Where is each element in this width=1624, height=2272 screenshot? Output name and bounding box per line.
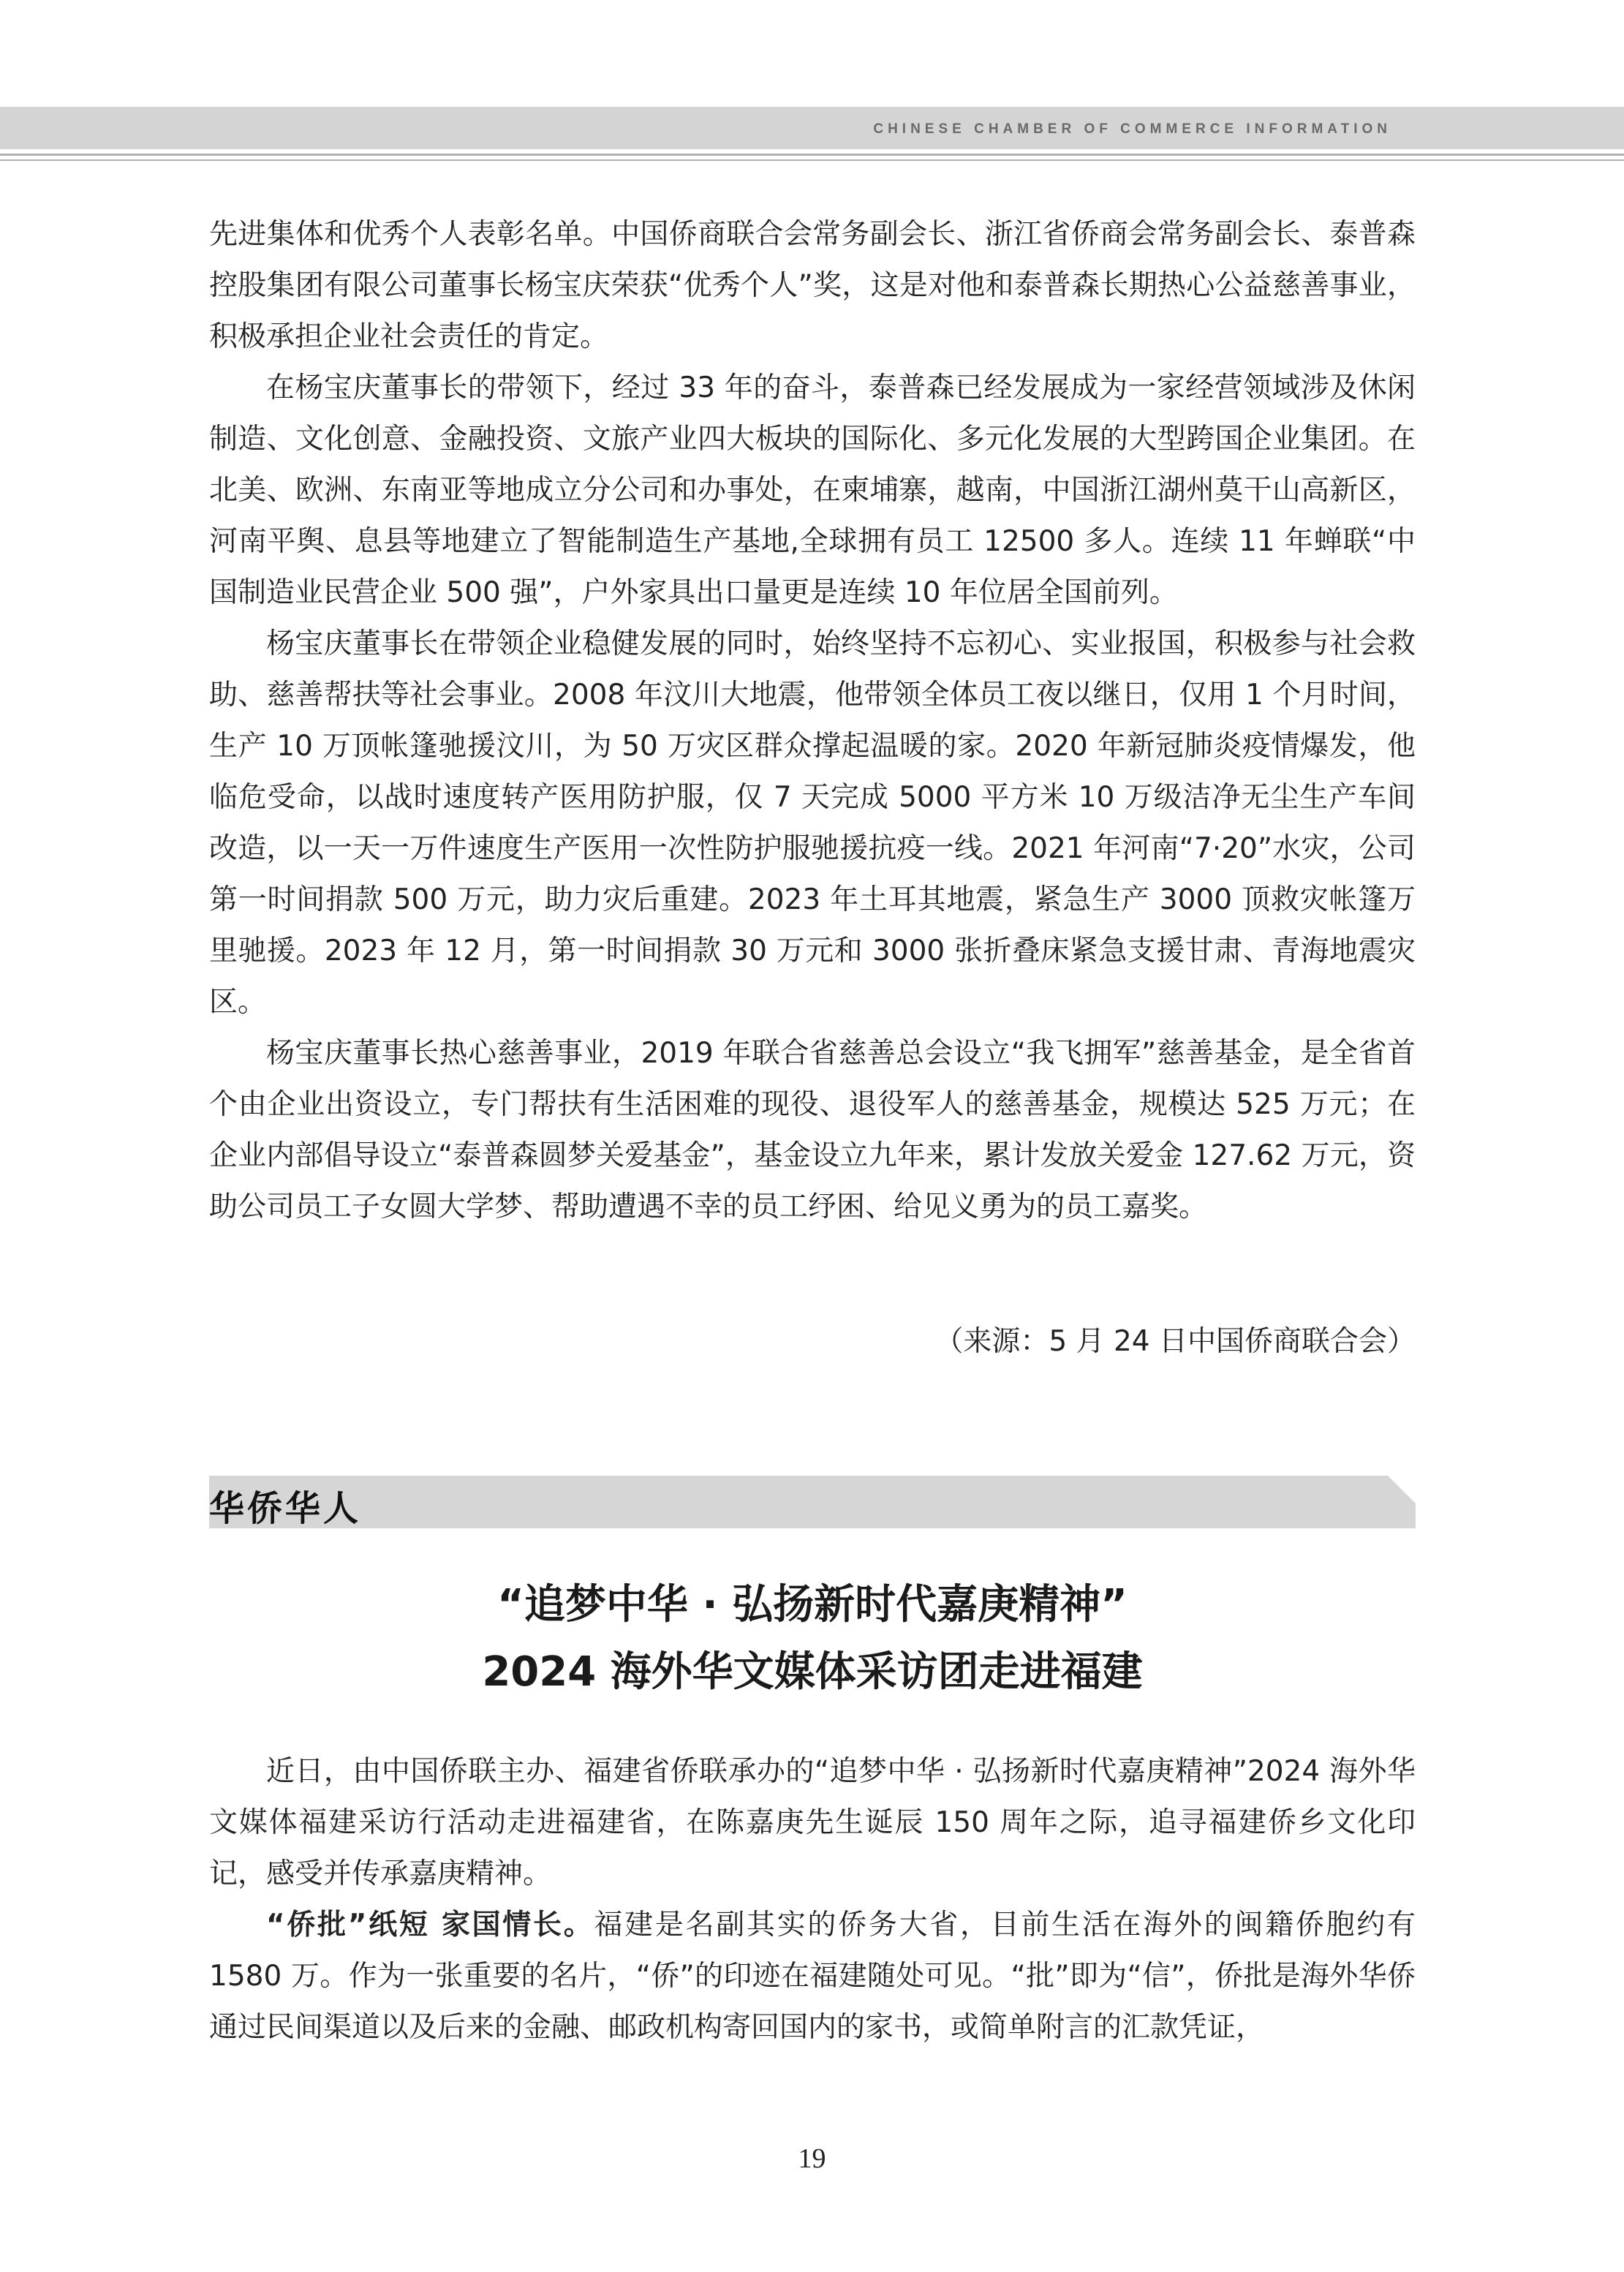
- header-rule-bottom: [0, 159, 1624, 161]
- running-header: CHINESE CHAMBER OF COMMERCE INFORMATION: [873, 121, 1391, 137]
- section-band-shape: [209, 1476, 1416, 1528]
- article2-body: [209, 1746, 1416, 2053]
- article2-paragraph: [209, 1900, 1416, 2053]
- article1-paragraph: 先进集体和优秀个人表彰名单。中国侨商联合会常务副会长、浙江省侨商会常务副会长、泰普森控股集团有限公司董事长杨宝庆荣获“优秀个人”奖，这是对他和泰普森长期热心公益慈善事业，积极承担企业社会责任的肯定。: [209, 218, 1416, 353]
- header-rule-top: [0, 154, 1624, 156]
- article1-body: [209, 209, 1416, 1233]
- article1-paragraph: 杨宝庆董事长热心慈善事业，2019 年联合省慈善总会设立“我飞拥军”慈善基金，是全省首个由企业出资设立，专门帮扶有生活困难的现役、退役军人的慈善基金，规模达 525 万元；在企业内部倡导设立“泰普森圆梦关爱基金”，基金设立九年来，累计发放关爱金 127.62 万元，资助公司员工子女圆大学梦、帮助遭遇不幸的员工纾困、给见义勇为的员工嘉奖。: [209, 1037, 1416, 1223]
- article2-intro: 近日，由中国侨联主办、福建省侨联承办的“追梦中华 · 弘扬新时代嘉庚精神”2024 海外华文媒体福建采访行活动走进福建省，在陈嘉庚先生诞辰 150 周年之际，追寻福建侨乡文化印记，感受并传承嘉庚精神。: [209, 1755, 1416, 1890]
- article1-paragraph: 杨宝庆董事长在带领企业稳健发展的同时，始终坚持不忘初心、实业报国，积极参与社会救助、慈善帮扶等社会事业。2008 年汶川大地震，他带领全体员工夜以继日，仅用 1 个月时间，生产 10 万顶帐篷驰援汶川，为 50 万灾区群众撑起温暖的家。2020 年新冠肺炎疫情爆发，他临危受命，以战时速度转产医用防护服，仅 7 天完成 5000 平方米 10 万级洁净无尘生产车间改造，以一天一万件速度生产医用一次性防护服驰援抗疫一线。2021 年河南“7·20”水灾，公司第一时间捐款 500 万元，助力灾后重建。2023 年土耳其地震，紧急生产 3000 顶救灾帐篷万里驰援。2023 年 12 月，第一时间捐款 30 万元和 3000 张折叠床紧急支援甘肃、青海地震灾区。: [209, 627, 1416, 1019]
- article1-source: （来源：5 月 24 日中国侨商联合会）: [934, 1325, 1416, 1358]
- section-band: [209, 1476, 1416, 1528]
- article2-para-lead: “侨批”纸短 家国情长。: [266, 1909, 594, 1941]
- article1-paragraph: 在杨宝庆董事长的带领下，经过 33 年的奋斗，泰普森已经发展成为一家经营领域涉及休闲制造、文化创意、金融投资、文旅产业四大板块的国际化、多元化发展的大型跨国企业集团。在北美、欧洲、东南亚等地成立分公司和办事处，在柬埔寨，越南，中国浙江湖州莫干山高新区，河南平舆、息县等地建立了智能制造生产基地,全球拥有员工 12500 多人。连续 11 年蝉联“中国制造业民营企业 500 强”，户外家具出口量更是连续 10 年位居全国前列。: [209, 371, 1416, 609]
- article2-title-line1: “追梦中华 · 弘扬新时代嘉庚精神”: [497, 1581, 1128, 1628]
- article2-title-line2: 2024 海外华文媒体采访团走进福建: [482, 1648, 1143, 1696]
- article2-para-body: 福建是名副其实的侨务大省，目前生活在海外的闽籍侨胞约有 1580 万。作为一张重要的名片，“侨”的印迹在福建随处可见。“批”即为“信”，侨批是海外华侨通过民间渠道以及后来的金融、邮政机构寄回国内的家书，或简单附言的汇款凭证，: [209, 1909, 1416, 2044]
- section-title: 华侨华人: [209, 1488, 362, 1529]
- page-number: 19: [798, 2143, 826, 2174]
